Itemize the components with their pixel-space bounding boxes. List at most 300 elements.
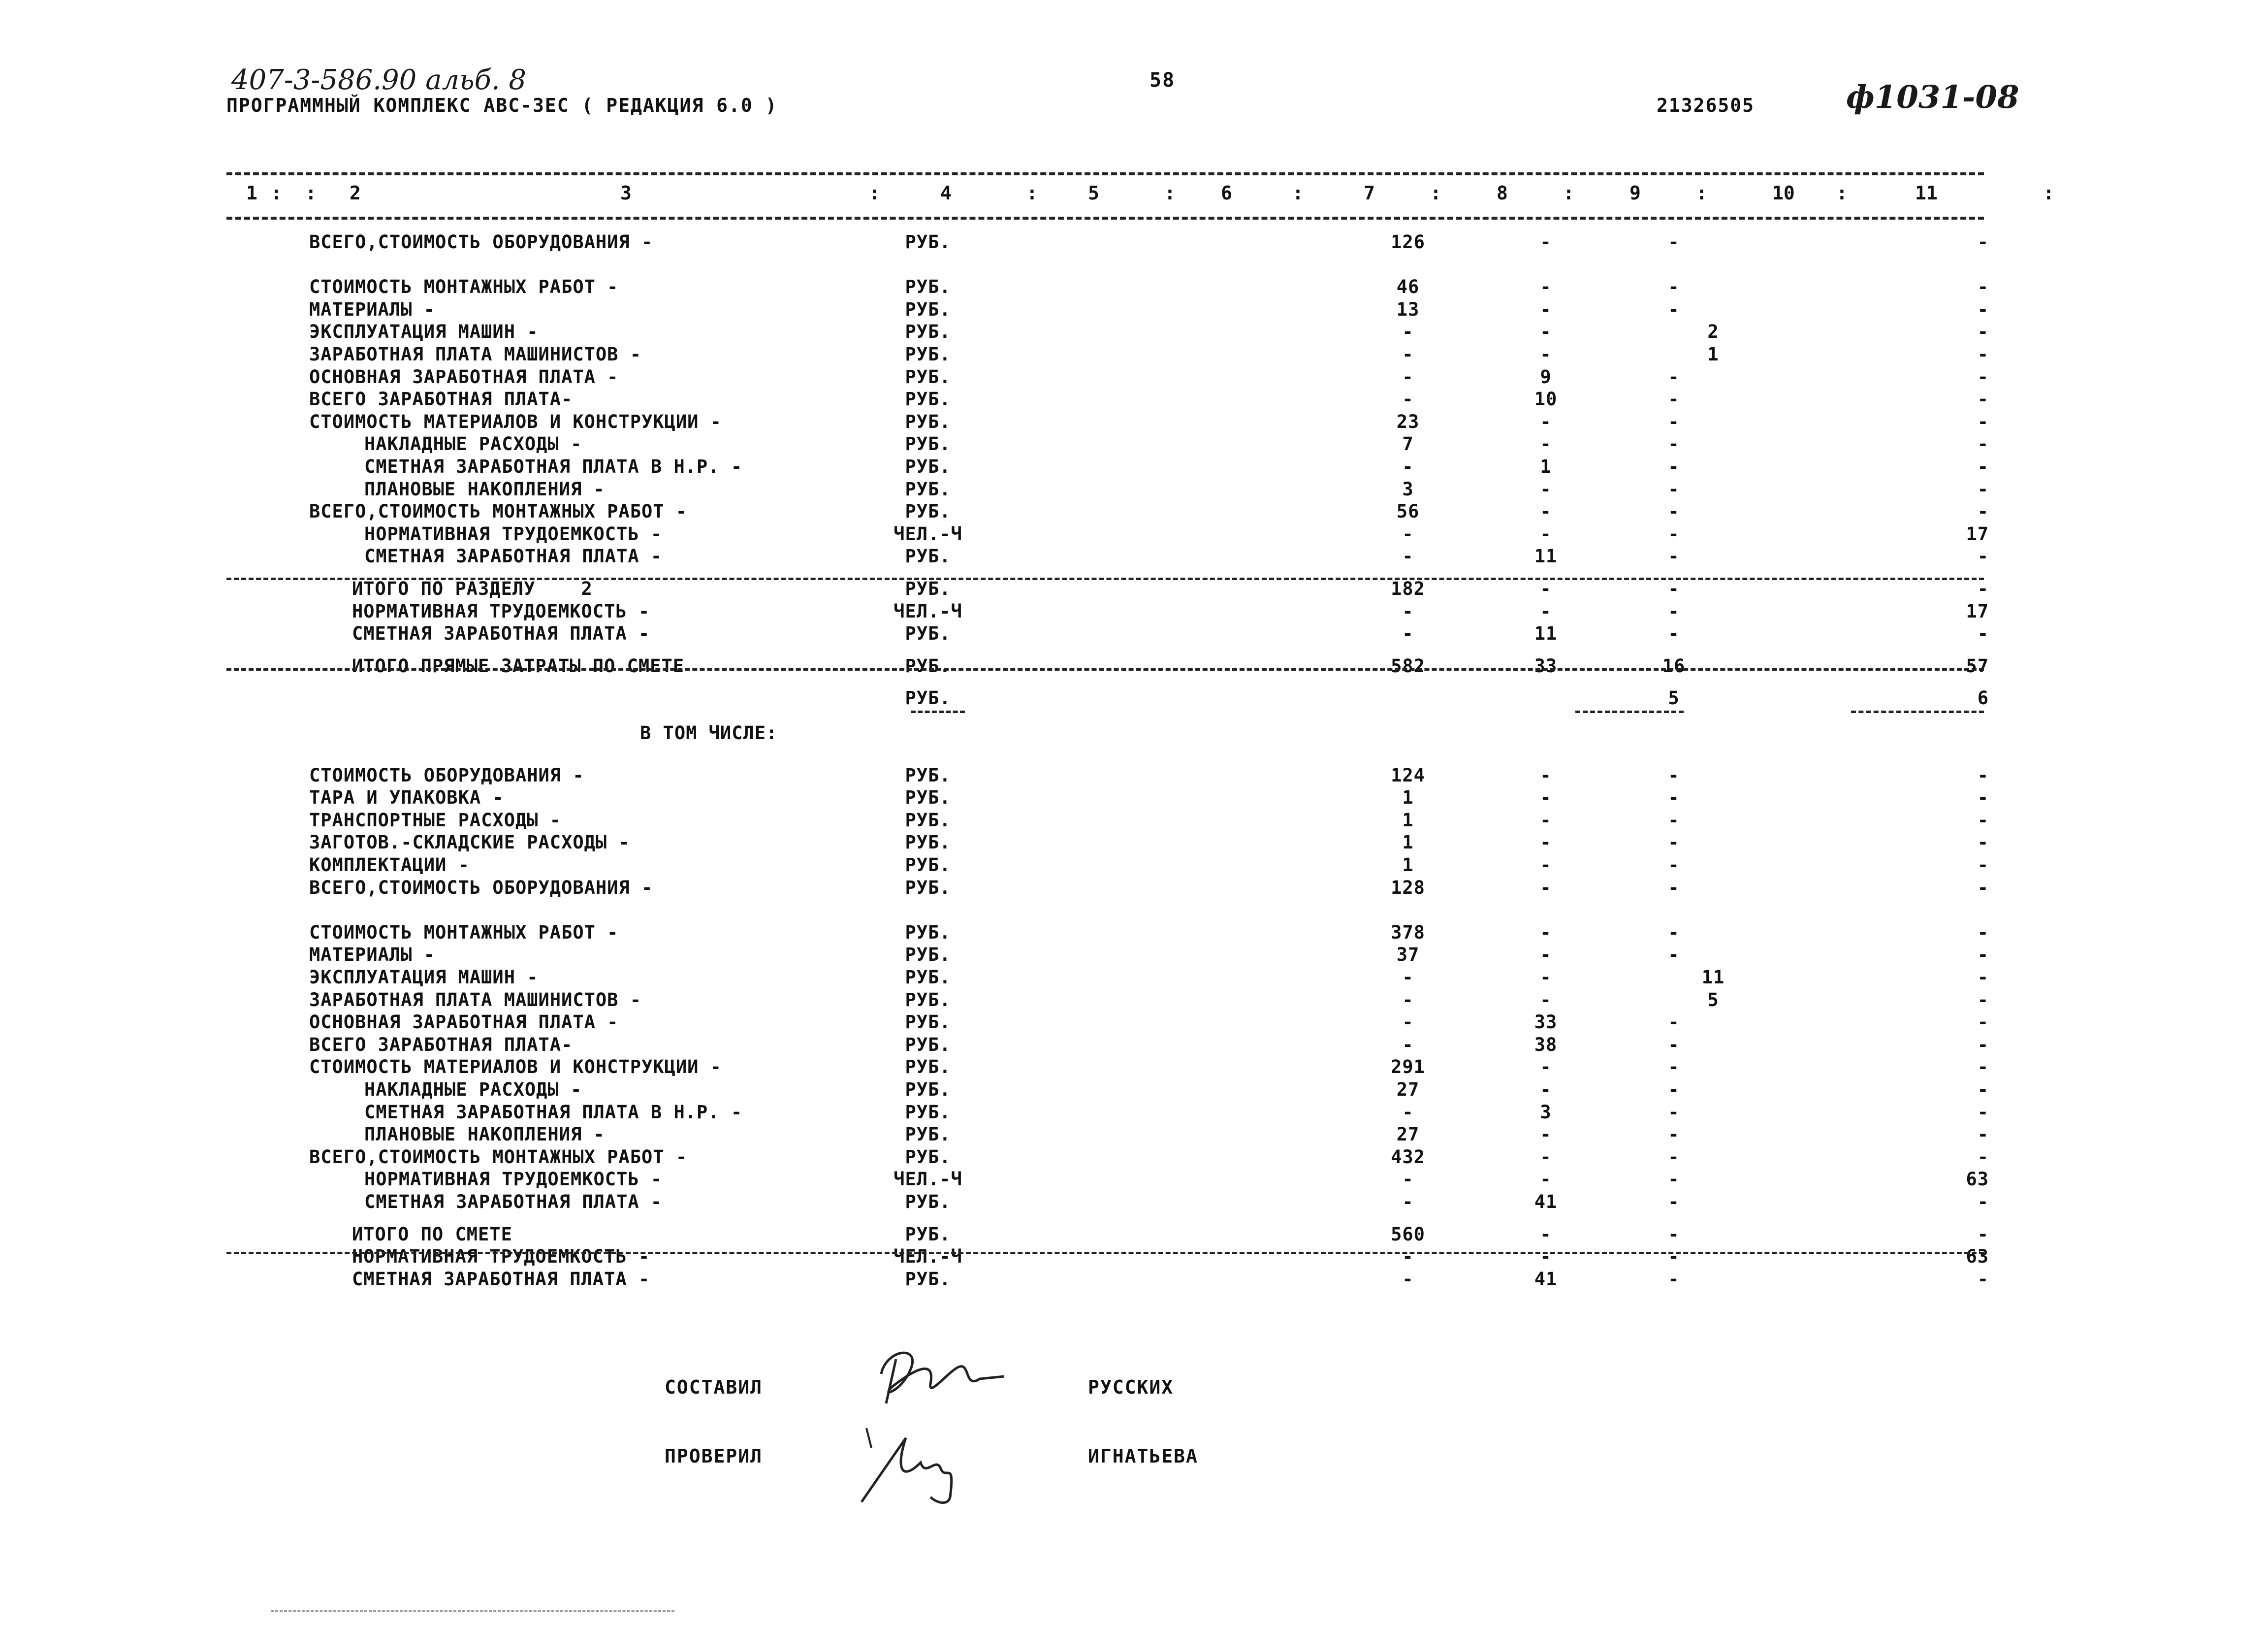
row-unit: РУБ. [905,479,951,500]
table-row [0,389,2268,411]
checked-by-label: ПРОВЕРИЛ [665,1445,763,1467]
cell-col7: 124 [1391,765,1425,786]
row-label: НАКЛАДНЫЕ РАСХОДЫ - [364,433,582,455]
row-label: ВСЕГО,СТОИМОСТЬ ОБОРУДОВАНИЯ - [309,877,653,898]
page-number: 58 [1150,69,1176,92]
column-separator: : [1164,182,1176,204]
column-separator: : [1026,182,1038,204]
cell-col9: 5 [1668,687,1680,709]
table-row [0,1169,2268,1191]
cell-col9: - [1668,1224,1680,1245]
cell-col8: - [1540,944,1552,965]
cell-col8: 33 [1534,1011,1558,1033]
table-row [0,687,2268,710]
row-unit: РУБ. [905,578,951,599]
cell-col9: - [1668,877,1680,898]
cell-col11: - [1977,877,1989,898]
column-header-3: 3 [620,182,632,204]
row-label: ЭКСПЛУАТАЦИЯ МАШИН - [309,321,539,342]
cell-col9: - [1668,1246,1680,1267]
row-label: ВСЕГО,СТОИМОСТЬ МОНТАЖНЫХ РАБОТ - [309,1146,688,1168]
row-unit: ЧЕЛ.-Ч [894,1246,962,1267]
row-unit: РУБ. [905,1034,951,1055]
cell-col7: - [1402,546,1414,567]
row-unit: РУБ. [905,1224,951,1245]
cell-col8: - [1540,854,1552,876]
cell-col7: - [1402,321,1414,342]
cell-col11: - [1977,231,1989,253]
cell-col11: - [1977,433,1989,455]
row-unit: РУБ. [905,687,951,709]
cell-col9: - [1668,433,1680,455]
cell-col8: - [1540,321,1552,342]
cell-col11: - [1977,321,1989,342]
cell-col8: - [1540,1056,1552,1077]
table-row [0,601,2268,623]
cell-col9: - [1668,601,1680,622]
column-header-10: 10 [1772,182,1795,204]
table-row [0,1246,2268,1269]
cell-col11: 17 [1966,601,1989,622]
cell-col7: - [1402,967,1414,988]
cell-col9: - [1668,389,1680,410]
cell-col7: 582 [1391,655,1425,677]
cell-col9: - [1668,1169,1680,1190]
table-row [0,546,2268,568]
cell-col7: 23 [1396,411,1420,432]
cell-col7: - [1402,989,1414,1010]
row-unit: РУБ. [905,1102,951,1123]
cell-col7: 128 [1391,877,1425,898]
row-label: СТОИМОСТЬ ОБОРУДОВАНИЯ - [309,765,584,786]
row-label: КОМПЛЕКТАЦИИ - [309,854,470,876]
row-label: ИТОГО ПО СМЕТЕ [352,1224,512,1245]
table-row [0,967,2268,989]
row-label: СТОИМОСТЬ МОНТАЖНЫХ РАБОТ - [309,922,619,943]
row-unit: РУБ. [905,1011,951,1033]
cell-col11: - [1977,967,1989,988]
cell-col7: 3 [1402,479,1414,500]
cell-col7: - [1402,623,1414,644]
cell-col8: - [1540,299,1552,320]
row-unit: РУБ. [905,433,951,455]
row-unit: РУБ. [905,1191,951,1212]
cell-col11: - [1977,344,1989,365]
row-unit: РУБ. [905,655,951,677]
table-row [0,1079,2268,1102]
row-label: ОСНОВНАЯ ЗАРАБОТНАЯ ПЛАТА - [309,366,619,388]
row-label: ВСЕГО ЗАРАБОТНАЯ ПЛАТА- [309,1034,573,1055]
section-rule-3 [226,1252,1984,1254]
cell-col7: 13 [1396,299,1420,320]
cell-col8: - [1540,1146,1552,1168]
cell-col9: - [1668,456,1680,477]
table-row [0,344,2268,366]
cell-col9: - [1668,944,1680,965]
row-label: НОРМАТИВНАЯ ТРУДОЕМКОСТЬ - [364,1169,663,1190]
cell-col7: - [1402,1269,1414,1290]
cell-col9: - [1668,1191,1680,1212]
column-separator: : [271,182,282,204]
cell-col7: - [1402,1169,1414,1190]
row-label: МАТЕРИАЛЫ - [309,299,436,320]
cell-col7: 1 [1402,810,1414,831]
cell-col11: - [1977,1269,1989,1290]
cell-col8: - [1540,922,1552,943]
cell-col7: 7 [1402,433,1414,455]
cell-col8: - [1540,810,1552,831]
table-row [0,501,2268,523]
row-unit: РУБ. [905,967,951,988]
row-unit: РУБ. [905,411,951,432]
cell-col11: - [1977,1102,1989,1123]
row-unit: РУБ. [905,456,951,477]
row-unit: ЧЕЛ.-Ч [894,1169,962,1190]
cell-col7: 378 [1391,922,1425,943]
cell-col9: - [1668,1102,1680,1123]
cell-col7: 560 [1391,1224,1425,1245]
cell-col11: - [1977,787,1989,808]
cell-col8: - [1540,967,1552,988]
column-separator: : [1836,182,1848,204]
cell-col8: - [1540,1169,1552,1190]
row-unit: РУБ. [905,299,951,320]
cell-col8: - [1540,523,1552,545]
cell-col9: - [1668,787,1680,808]
cell-col7: 1 [1402,854,1414,876]
cell-col11: - [1977,765,1989,786]
cell-col8: - [1540,276,1552,297]
row-unit: РУБ. [905,854,951,876]
table-row [0,787,2268,810]
cell-col11: - [1977,1056,1989,1077]
cell-col9: - [1668,623,1680,644]
cell-col11: - [1977,944,1989,965]
row-unit: РУБ. [905,623,951,644]
cell-col8: 38 [1534,1034,1558,1055]
cell-col9: - [1668,578,1680,599]
column-separator: : [2043,182,2054,204]
column-separator: : [305,182,317,204]
cell-col8: 33 [1534,655,1558,677]
cell-col7: - [1402,1191,1414,1212]
cell-col9: - [1668,832,1680,853]
program-title: ПРОГРАММНЫЙ КОМПЛЕКС АВС-3ЕС ( РЕДАКЦИЯ 6.0 ) [226,95,778,116]
cell-col7: 46 [1396,276,1420,297]
column-separator: : [869,182,880,204]
row-label: ТАРА И УПАКОВКА - [309,787,504,808]
cell-col9: - [1668,1146,1680,1168]
cell-col7: 291 [1391,1056,1425,1077]
subtotal-underline-c9 [1575,711,1684,713]
cell-col7: - [1402,344,1414,365]
cell-col11: - [1977,411,1989,432]
cell-col11: - [1977,1146,1989,1168]
section-rule-1 [226,578,1984,580]
cell-col9: 16 [1662,655,1686,677]
table-row [0,321,2268,344]
row-unit: РУБ. [905,1124,951,1145]
cell-col8: - [1540,765,1552,786]
cell-col7: - [1402,523,1414,545]
cell-col11: - [1977,623,1989,644]
row-unit: РУБ. [905,810,951,831]
row-label: ТРАНСПОРТНЫЕ РАСХОДЫ - [309,810,562,831]
cell-col10: 2 [1707,321,1719,342]
cell-col9: - [1668,810,1680,831]
table-row [0,810,2268,832]
column-header-11: 11 [1915,182,1938,204]
cell-col11: - [1977,1079,1989,1100]
cell-col7: 27 [1396,1079,1420,1100]
row-label: ЭКСПЛУАТАЦИЯ МАШИН - [309,967,539,988]
row-unit: РУБ. [905,922,951,943]
column-separator: : [1292,182,1304,204]
cell-col11: - [1977,546,1989,567]
cell-col8: - [1540,1079,1552,1100]
table-row [0,989,2268,1012]
row-unit: РУБ. [905,546,951,567]
row-label: СМЕТНАЯ ЗАРАБОТНАЯ ПЛАТА В Н.Р. - [364,1102,743,1123]
cell-col7: - [1402,1246,1414,1267]
row-label: ОСНОВНАЯ ЗАРАБОТНАЯ ПЛАТА - [309,1011,619,1033]
table-row [0,523,2268,546]
table-row [0,1224,2268,1246]
cell-col8: - [1540,877,1552,898]
row-label: ВСЕГО,СТОИМОСТЬ ОБОРУДОВАНИЯ - [309,231,653,253]
cell-col9: - [1668,1034,1680,1055]
row-unit: РУБ. [905,877,951,898]
cell-col7: 1 [1402,787,1414,808]
cell-col9: - [1668,1056,1680,1077]
cell-col9: - [1668,922,1680,943]
table-row [0,1124,2268,1146]
table-row [0,1146,2268,1169]
row-unit: РУБ. [905,366,951,388]
row-label: СМЕТНАЯ ЗАРАБОТНАЯ ПЛАТА В Н.Р. - [364,456,743,477]
cell-col11: - [1977,479,1989,500]
row-label: МАТЕРИАЛЫ - [309,944,436,965]
cell-col7: 27 [1396,1124,1420,1145]
cell-col9: - [1668,479,1680,500]
cell-col8: - [1540,344,1552,365]
row-label: ЗАРАБОТНАЯ ПЛАТА МАШИНИСТОВ - [309,344,642,365]
column-separator: : [1563,182,1574,204]
row-unit: РУБ. [905,389,951,410]
column-header-5: 5 [1088,182,1099,204]
cell-col11: 17 [1966,523,1989,545]
scan-artifact-line [271,1610,674,1612]
row-label: ЗАРАБОТНАЯ ПЛАТА МАШИНИСТОВ - [309,989,642,1010]
cell-col8: 41 [1534,1191,1558,1212]
table-row [0,1056,2268,1079]
row-label: СТОИМОСТЬ МАТЕРИАЛОВ И КОНСТРУКЦИИ - [309,1056,722,1077]
cell-col11: 57 [1966,655,1989,677]
cell-col9: - [1668,854,1680,876]
cell-col11: - [1977,389,1989,410]
compiler-name: РУССКИХ [1088,1376,1174,1398]
table-row [0,578,2268,601]
table-row [0,899,2268,922]
cell-col7: - [1402,1011,1414,1033]
cell-col7: 37 [1396,944,1420,965]
cell-col8: - [1540,433,1552,455]
row-label: СМЕТНАЯ ЗАРАБОТНАЯ ПЛАТА - [364,546,663,567]
row-label: СТОИМОСТЬ МОНТАЖНЫХ РАБОТ - [309,276,619,297]
cell-col11: - [1977,1124,1989,1145]
cell-col11: - [1977,299,1989,320]
column-header-6: 6 [1221,182,1232,204]
compiled-by-label: СОСТАВИЛ [665,1376,763,1398]
checker-signature [852,1428,980,1507]
cell-col8: 10 [1534,389,1558,410]
table-row [0,276,2268,299]
cell-col9: - [1668,501,1680,522]
table-row [0,254,2268,277]
cell-col11: - [1977,501,1989,522]
cell-col8: - [1540,501,1552,522]
cell-col11: 63 [1966,1246,1989,1267]
top-rule [226,172,1984,175]
cell-col8: - [1540,832,1552,853]
cell-col9: - [1668,1269,1680,1290]
row-unit: РУБ. [905,231,951,253]
table-row [0,456,2268,479]
row-label: В ТОМ ЧИСЛЕ: [640,722,778,744]
cell-col7: - [1402,366,1414,388]
table-row [0,411,2268,434]
cell-col7: 182 [1391,578,1425,599]
cell-col11: - [1977,276,1989,297]
row-label: НОРМАТИВНАЯ ТРУДОЕМКОСТЬ - [364,523,663,545]
row-label: СТОИМОСТЬ МАТЕРИАЛОВ И КОНСТРУКЦИИ - [309,411,722,432]
table-row [0,1034,2268,1057]
table-row [0,765,2268,787]
table-row [0,922,2268,945]
cell-col11: - [1977,832,1989,853]
table-row [0,832,2268,854]
row-unit: ЧЕЛ.-Ч [894,523,962,545]
document-number: 21326505 [1657,95,1755,116]
table-row [0,944,2268,967]
row-unit: РУБ. [905,989,951,1010]
row-unit: РУБ. [905,321,951,342]
cell-col11: - [1977,922,1989,943]
table-row [0,1269,2268,1291]
cell-col8: - [1540,479,1552,500]
table-row [0,1011,2268,1034]
cell-col7: 56 [1396,501,1420,522]
cell-col11: 63 [1966,1169,1989,1190]
cell-col9: - [1668,366,1680,388]
cell-col8: 9 [1540,366,1552,388]
subtotal-underline-unit [911,711,965,713]
cell-col8: 11 [1534,623,1558,644]
cell-col7: 126 [1391,231,1425,253]
cell-col8: - [1540,1124,1552,1145]
table-row [0,1191,2268,1214]
cell-col11: - [1977,1191,1989,1212]
row-label: ВСЕГО,СТОИМОСТЬ МОНТАЖНЫХ РАБОТ - [309,501,688,522]
cell-col11: - [1977,1224,1989,1245]
cell-col9: - [1668,411,1680,432]
table-row [0,433,2268,456]
row-unit: РУБ. [905,832,951,853]
cell-col8: - [1540,1246,1552,1267]
cell-col8: - [1540,989,1552,1010]
cell-col7: 1 [1402,832,1414,853]
row-label: СМЕТНАЯ ЗАРАБОТНАЯ ПЛАТА - [364,1191,663,1212]
checker-name: ИГНАТЬЕВА [1088,1445,1198,1467]
section-rule-2 [226,668,1984,671]
row-unit: РУБ. [905,501,951,522]
cell-col11: - [1977,810,1989,831]
subtotal-underline-c11 [1851,711,1984,713]
table-row [0,299,2268,322]
cell-col11: - [1977,1011,1989,1033]
handwritten-stamp: ф1031-08 [1846,79,2019,116]
cell-col11: - [1977,578,1989,599]
header-bottom-rule [226,217,1984,220]
cell-col8: 1 [1540,456,1552,477]
column-header-2: 2 [350,182,361,204]
cell-col8: 11 [1534,546,1558,567]
cell-col10: 11 [1701,967,1725,988]
row-unit: ЧЕЛ.-Ч [894,601,962,622]
row-unit: РУБ. [905,1269,951,1290]
cell-col9: - [1668,523,1680,545]
compiler-signature [866,1339,1014,1408]
cell-col9: - [1668,546,1680,567]
cell-col7: - [1402,1034,1414,1055]
column-header-9: 9 [1629,182,1641,204]
cell-col8: - [1540,231,1552,253]
cell-col10: 5 [1707,989,1719,1010]
row-unit: РУБ. [905,344,951,365]
row-label: СМЕТНАЯ ЗАРАБОТНАЯ ПЛАТА - [352,623,650,644]
cell-col7: - [1402,1102,1414,1123]
column-header-4: 4 [940,182,952,204]
row-unit: РУБ. [905,1056,951,1077]
row-label: ВСЕГО ЗАРАБОТНАЯ ПЛАТА- [309,389,573,410]
row-label: ИТОГО ПО РАЗДЕЛУ 2 [352,578,593,599]
cell-col11: - [1977,456,1989,477]
row-label: ПЛАНОВЫЕ НАКОПЛЕНИЯ - [364,479,605,500]
table-row [0,655,2268,678]
cell-col9: - [1668,299,1680,320]
cell-col8: - [1540,601,1552,622]
cell-col11: - [1977,1034,1989,1055]
row-unit: РУБ. [905,787,951,808]
cell-col9: - [1668,231,1680,253]
table-row [0,623,2268,646]
cell-col11: 6 [1977,687,1989,709]
column-header-7: 7 [1364,182,1375,204]
cell-col9: - [1668,1124,1680,1145]
row-unit: РУБ. [905,944,951,965]
cell-col7: - [1402,601,1414,622]
cell-col7: - [1402,389,1414,410]
cell-col8: - [1540,1224,1552,1245]
cell-col11: - [1977,989,1989,1010]
cell-col8: - [1540,787,1552,808]
table-row [0,722,2268,745]
row-unit: РУБ. [905,1079,951,1100]
column-separator: : [1696,182,1707,204]
row-label: ИТОГО ПРЯМЫЕ ЗАТРАТЫ ПО СМЕТЕ [352,655,685,677]
cell-col11: - [1977,854,1989,876]
cell-col8: - [1540,578,1552,599]
